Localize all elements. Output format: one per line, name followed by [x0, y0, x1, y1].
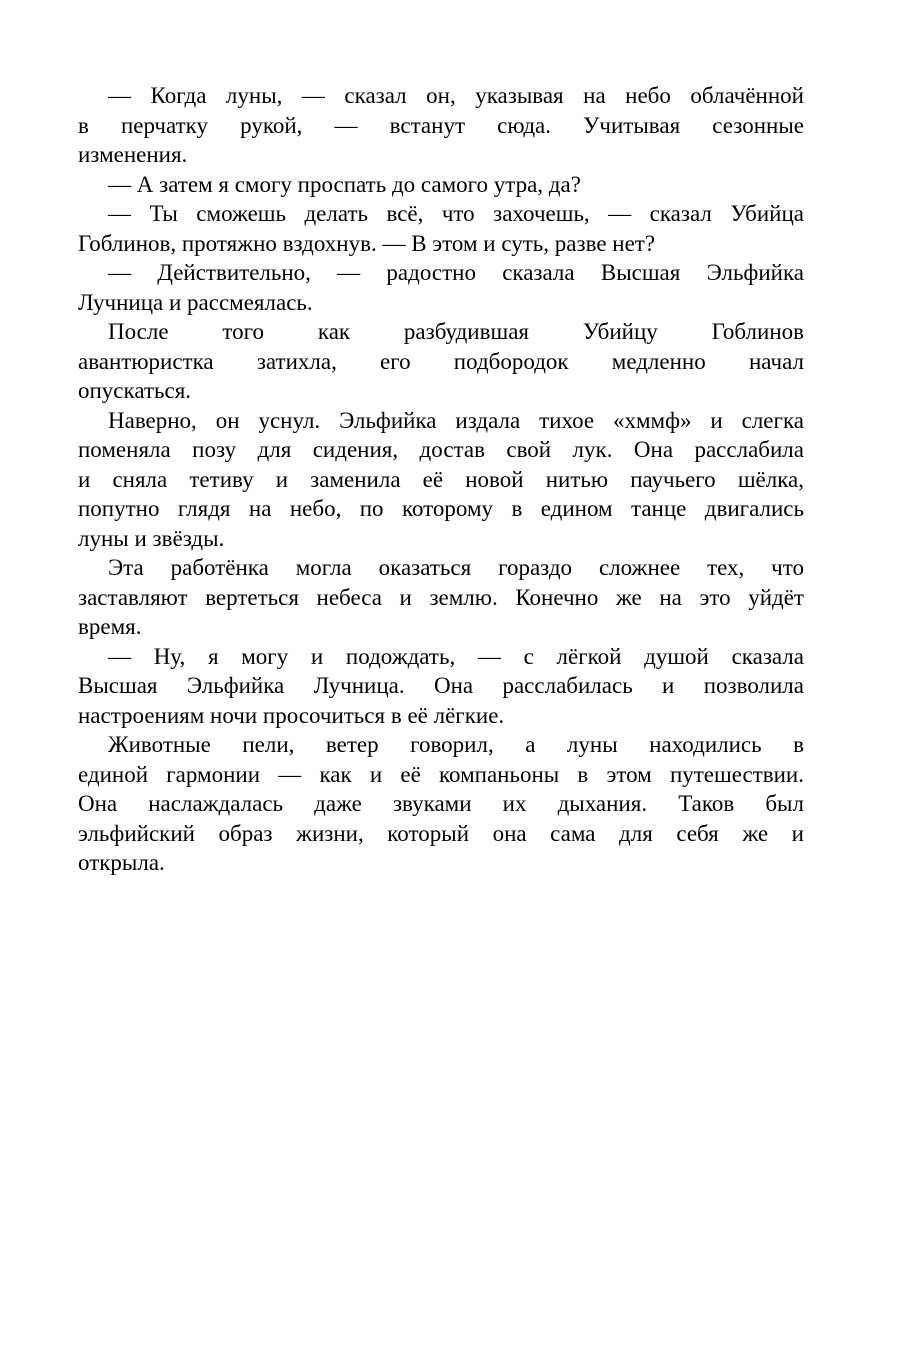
text-line: луны и звёзды. [78, 525, 225, 551]
paragraph-7 [78, 553, 804, 642]
paragraph-4 [78, 258, 804, 317]
text-line: время. [78, 614, 142, 639]
text-line: — Когда луны, — сказал он, указывая на небо облачённой [108, 83, 804, 108]
text-line: попутно глядя на небо, по которому в едином танце двигались [78, 496, 804, 521]
paragraph-6 [78, 406, 804, 554]
text-line: — Действительно, — радостно сказала Высшая Эльфийка [108, 260, 804, 285]
text-line: поменяла позу для сидения, достав свой лук. Она расслабила [78, 437, 804, 462]
text-line: — Ты сможешь делать всё, что захочешь, — сказал Убийца [108, 201, 804, 226]
paragraph-3 [78, 199, 804, 258]
paragraph-1 [78, 81, 804, 170]
paragraph-9 [78, 730, 804, 878]
text-line: Лучница и рассмеялась. [78, 289, 313, 315]
text-line: Эта работёнка могла оказаться гораздо сложнее тех, что [108, 555, 804, 580]
text-line: опускаться. [78, 378, 192, 403]
text-line: Животные пели, ветер говорил, а луны находились в [108, 732, 804, 757]
text-line: открыла. [78, 850, 165, 875]
text-line: в перчатку рукой, — встанут сюда. Учитывая сезонные [78, 112, 804, 138]
paragraph-2 [78, 170, 804, 200]
text-line: и сняла тетиву и заменила её новой нитью паучьего шёлка, [78, 466, 804, 492]
text-line: Гоблинов, протяжно вздохнув. — В этом и суть, разве нет? [78, 230, 656, 256]
text-line: Высшая Эльфийка Лучница. Она расслабилась и позволила [78, 673, 804, 698]
text-line: После того как разбудившая Убийцу Гоблинов [108, 319, 804, 344]
page-text [78, 81, 804, 878]
text-line: — Ну, я могу и подождать, — с лёгкой душой сказала [108, 643, 804, 669]
text-line: заставляют вертеться небеса и землю. Конечно же на это уйдёт [78, 584, 804, 610]
text-line: эльфийский образ жизни, который она сама для себя же и [78, 820, 804, 846]
paragraph-5 [78, 317, 804, 406]
text-line: настроениям ночи просочиться в её лёгкие. [78, 702, 505, 728]
text-line: единой гармонии — как и её компаньоны в этом путешествии. [78, 761, 804, 787]
text-line: — А затем я смогу проспать до самого утра, да? [108, 171, 581, 197]
paragraph-8 [78, 642, 804, 731]
text-line: изменения. [78, 142, 188, 167]
text-line: Наверно, он уснул. Эльфийка издала тихое «хммф» и слегка [108, 407, 804, 433]
text-line: Она наслаждалась даже звуками их дыхания. Таков был [78, 791, 804, 816]
text-line: авантюристка затихла, его подбородок медленно начал [78, 348, 804, 374]
